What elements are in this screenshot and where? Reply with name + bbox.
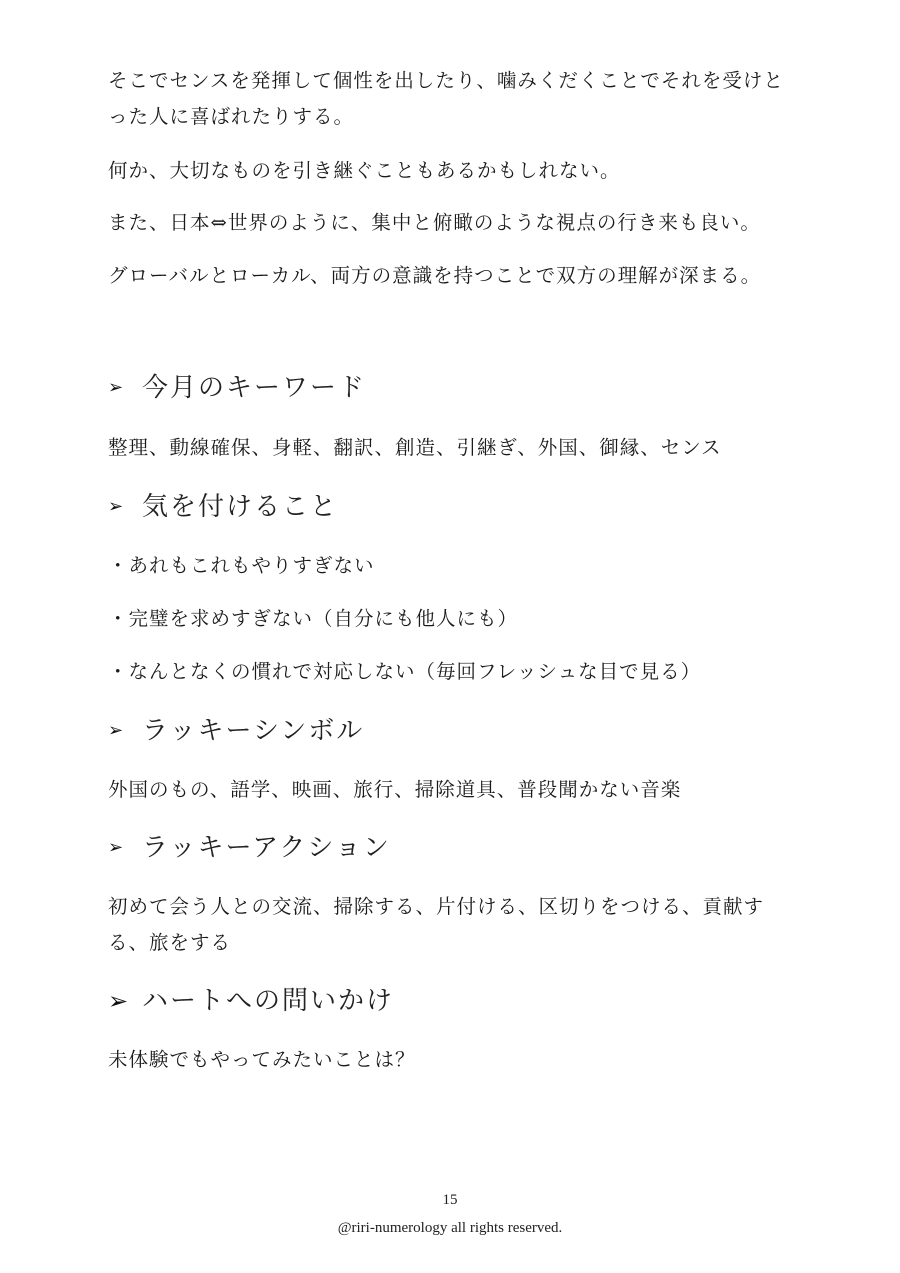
arrow-bullet-icon: ➢ xyxy=(108,987,131,1015)
intro-paragraph-3: また、日本⇔世界のように、集中と俯瞰のような視点の行き来も良い。 xyxy=(108,211,761,234)
page-number: 15 xyxy=(442,1192,458,1208)
heading-text: ハートへの問いかけ xyxy=(142,986,395,1016)
arrow-bullet-icon: ➢ xyxy=(108,837,126,858)
heart-question-body: 未体験でもやってみたいことは？ xyxy=(108,1048,416,1071)
lucky-action-body: 初めて会う人との交流、掃除する、片付ける、区切りをつける、貢献する、旅をする xyxy=(108,895,765,954)
intro-paragraph-2: 何か、大切なものを引き継ぐこともあるかもしれない。 xyxy=(108,159,621,182)
caution-item: ・なんとなくの慣れで対応しない（毎回フレッシュな目で見る） xyxy=(108,660,702,683)
caution-item: ・あれもこれもやりすぎない xyxy=(108,554,375,577)
arrow-bullet-icon: ➢ xyxy=(108,496,126,517)
intro-paragraph-4: グローバルとローカル、両方の意識を持つことで双方の理解が深まる。 xyxy=(108,264,762,287)
intro-paragraph-1: そこでセンスを発揮して個性を出したり、噛みくだくことでそれを受けとった人に喜ばれたりする。 xyxy=(108,69,784,128)
section-heading-lucky-action xyxy=(108,830,798,866)
caution-item: ・完璧を求めすぎない（自分にも他人にも） xyxy=(108,607,519,630)
heading-text: 今月のキーワード xyxy=(142,373,367,403)
lucky-symbol-body: 外国のもの、語学、映画、旅行、掃除道具、普段聞かない音楽 xyxy=(108,778,682,801)
arrow-bullet-icon: ➢ xyxy=(108,377,126,398)
copyright-notice: @riri-numerology all rights reserved. xyxy=(337,1220,563,1236)
heading-text: 気を付けること xyxy=(142,492,339,522)
section-heading-heart-question xyxy=(108,983,798,1019)
heading-text: ラッキーシンボル xyxy=(142,716,365,746)
keywords-body: 整理、動線確保、身軽、翻訳、創造、引継ぎ、外国、御縁、センス xyxy=(108,436,722,459)
section-heading-lucky-symbol xyxy=(108,713,798,749)
section-heading-cautions xyxy=(108,489,798,525)
heading-text: ラッキーアクション xyxy=(142,833,391,863)
arrow-bullet-icon: ➢ xyxy=(108,720,126,741)
section-heading-keywords xyxy=(108,370,798,406)
